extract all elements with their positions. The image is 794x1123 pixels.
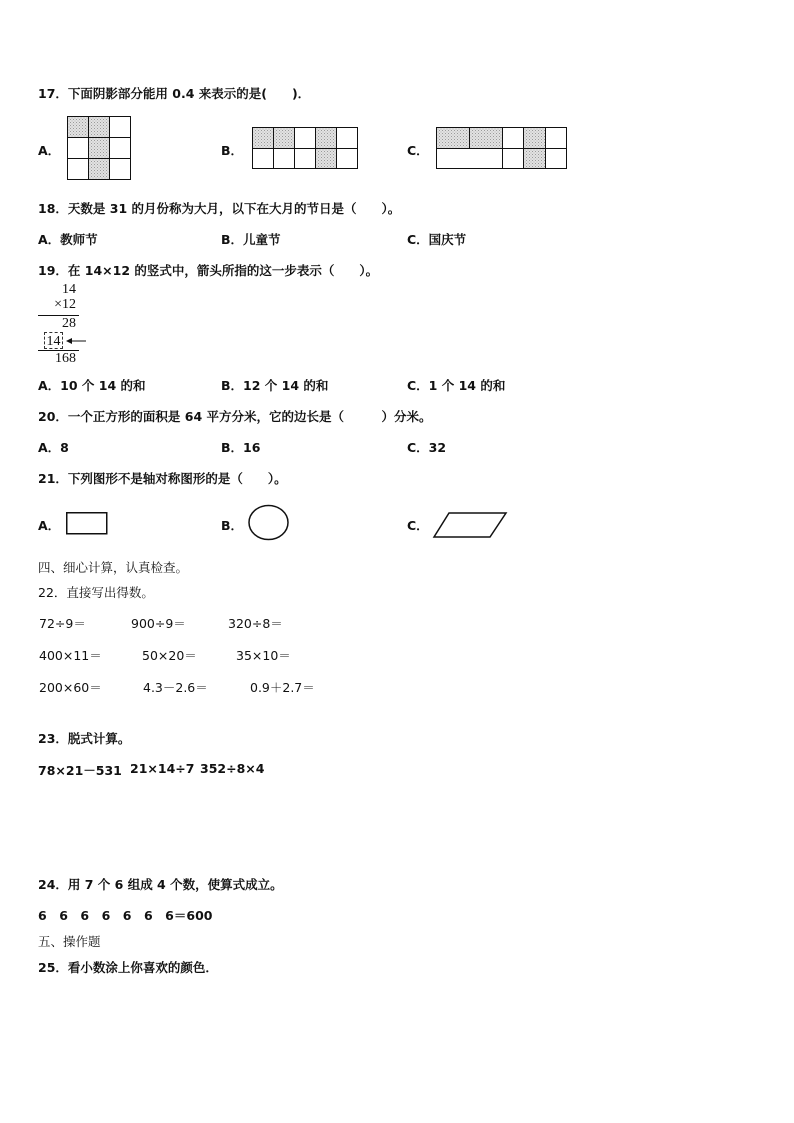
- q19-option-c: C．1 个 14 的和: [407, 378, 506, 393]
- q21-option-a-label: A．: [38, 518, 61, 533]
- vertical-line-partial-2-boxed: 14: [44, 332, 63, 349]
- q20-stem: 20．一个正方形的面积是 64 平方分米，它的边长是（ ）分米。: [38, 409, 432, 424]
- expression-item: 352÷8×4: [200, 761, 265, 776]
- q18-stem: 18．天数是 31 的月份称为大月，以下在大月的节日是（ ）。: [38, 201, 401, 216]
- q18-option-a: A．教师节: [38, 232, 98, 247]
- expression-item: 78×21－531: [38, 763, 122, 778]
- vertical-line-multiplicand: 14: [62, 282, 76, 297]
- q22-stem: 22．直接写出得数。: [38, 585, 154, 600]
- q23-stem: 23．脱式计算。: [38, 731, 131, 746]
- q21-option-b-label: B．: [221, 518, 244, 533]
- calc-item: 72÷9＝: [39, 616, 86, 631]
- q17-option-c-grid: [436, 127, 567, 169]
- vertical-line-multiplier: ×12: [54, 297, 76, 312]
- circle-shape: [248, 505, 290, 541]
- q17-stem: 17．下面阴影部分能用 0.4 来表示的是( )．: [38, 86, 311, 101]
- q21-option-c-label: C．: [407, 518, 429, 533]
- q17-option-c-label: C．: [407, 143, 429, 158]
- calc-item: 50×20＝: [142, 648, 197, 663]
- q20-option-b: B．16: [221, 440, 261, 455]
- q18-option-b: B．儿童节: [221, 232, 281, 247]
- q20-option-c: C．32: [407, 440, 447, 455]
- calc-item: 200×60＝: [39, 680, 102, 695]
- q18-option-c: C．国庆节: [407, 232, 467, 247]
- rectangle-shape: [66, 512, 108, 535]
- q17-option-b-label: B．: [221, 143, 244, 158]
- vertical-line-partial-1: 28: [62, 316, 76, 331]
- q21-stem: 21．下列图形不是轴对称图形的是（ ）。: [38, 471, 287, 486]
- parallelogram-shape: [433, 512, 507, 538]
- q24-equation: 6 6 6 6 6 6 6＝600: [38, 908, 213, 923]
- q17-option-a-label: A．: [38, 143, 61, 158]
- q19-option-b: B．12 个 14 的和: [221, 378, 329, 393]
- q24-stem: 24．用 7 个 6 组成 4 个数，使算式成立。: [38, 877, 283, 892]
- calc-item: 0.9＋2.7＝: [250, 680, 315, 695]
- calc-item: 400×11＝: [39, 648, 102, 663]
- calc-item: 900÷9＝: [131, 616, 186, 631]
- section-4-heading: 四、细心计算，认真检查。: [38, 560, 189, 575]
- q17-option-a-grid: [67, 116, 131, 180]
- vertical-line-product: 168: [55, 351, 76, 366]
- q19-option-a: A．10 个 14 的和: [38, 378, 146, 393]
- q17-option-b-grid: [252, 127, 358, 169]
- calc-item: 35×10＝: [236, 648, 291, 663]
- calc-item: 4.3－2.6＝: [143, 680, 208, 695]
- q20-option-a: A．8: [38, 440, 69, 455]
- arrow-left-icon: [66, 336, 86, 346]
- calc-item: 320÷8＝: [228, 616, 283, 631]
- section-5-heading: 五、操作题: [38, 934, 101, 949]
- q19-stem: 19．在 14×12 的竖式中，箭头所指的这一步表示（ ）。: [38, 263, 379, 278]
- q25-stem: 25．看小数涂上你喜欢的颜色．: [38, 960, 218, 975]
- expression-item: 21×14÷7: [130, 761, 195, 776]
